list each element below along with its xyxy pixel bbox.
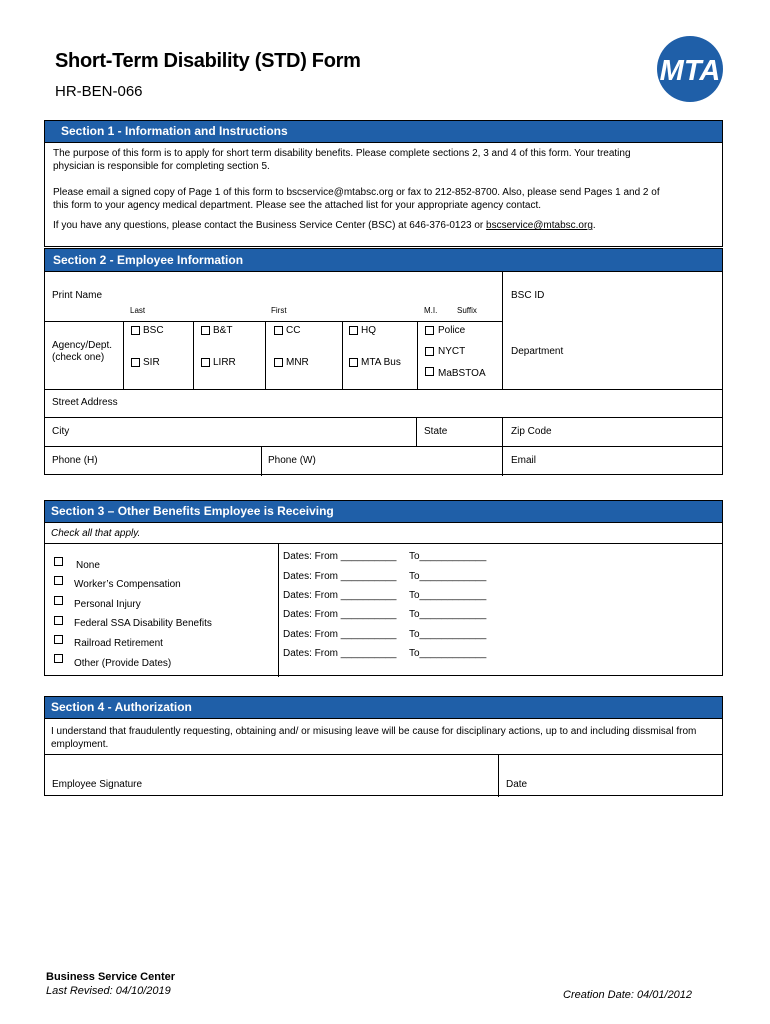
agency-cc-checkbox[interactable] bbox=[274, 326, 283, 335]
zip-code-label: Zip Code bbox=[511, 426, 552, 437]
agency-bsc-checkbox[interactable] bbox=[131, 326, 140, 335]
section-1-para-1: The purpose of this form is to apply for short term disability benefits. Please complete sections 2, 3 and 4 of this form. Your treating physician is responsible for completing section 5. bbox=[53, 148, 631, 172]
section-1-para-2: Please email a signed copy of Page 1 of this form to bscservice@mtabsc.org or fax to 212-852-8700. Also, please send Pages 1 and 2 of this form to your agency medical department. Please see the attached list for your appropriate agency contact. bbox=[53, 187, 660, 211]
agency-hq-checkbox[interactable] bbox=[349, 326, 358, 335]
agency-mnr-label: MNR bbox=[286, 357, 309, 368]
dates-to-1[interactable]: To____________ bbox=[409, 551, 487, 562]
email-label: Email bbox=[511, 455, 537, 466]
section-1-para-3: If you have any questions, please contact the Business Service Center (BSC) at 646-376-0123 or bscservice@mtabsc.org. bbox=[53, 220, 596, 231]
agency-mnr-checkbox[interactable] bbox=[274, 358, 283, 367]
check-one-label: (check one) bbox=[52, 352, 105, 363]
agency-label: Agency/Dept. bbox=[52, 340, 113, 351]
agency-bsc-label: BSC bbox=[143, 325, 164, 336]
dates-to-2[interactable]: To____________ bbox=[409, 571, 487, 582]
agency-sir-label: SIR bbox=[143, 357, 160, 368]
employee-signature-label: Employee Signature bbox=[52, 779, 143, 790]
agency-nyct-checkbox[interactable] bbox=[425, 347, 434, 356]
benefit-workers-comp-label: Worker’s Compensation bbox=[74, 579, 181, 590]
department-label: Department bbox=[511, 346, 564, 357]
benefit-ssa-label: Federal SSA Disability Benefits bbox=[74, 618, 212, 629]
dates-to-4[interactable]: To____________ bbox=[409, 609, 487, 620]
agency-mtabus-label: MTA Bus bbox=[361, 357, 401, 368]
last-name-label: Last bbox=[130, 306, 146, 315]
benefit-none-checkbox[interactable] bbox=[54, 557, 63, 566]
agency-cc-label: CC bbox=[286, 325, 301, 336]
benefit-none-label: None bbox=[76, 560, 100, 571]
signature-date-label: Date bbox=[506, 779, 528, 790]
agency-bt-label: B&T bbox=[213, 325, 233, 336]
suffix-label: Suffix bbox=[457, 306, 477, 315]
print-name-label: Print Name bbox=[52, 290, 103, 301]
agency-lirr-label: LIRR bbox=[213, 357, 236, 368]
section-4 bbox=[44, 696, 723, 796]
dates-to-6[interactable]: To____________ bbox=[409, 648, 487, 659]
dates-to-5[interactable]: To____________ bbox=[409, 629, 487, 640]
benefit-railroad-checkbox[interactable] bbox=[54, 635, 63, 644]
benefit-workers-comp-checkbox[interactable] bbox=[54, 576, 63, 585]
dates-from-4[interactable]: Dates: From __________ bbox=[283, 609, 397, 620]
phone-work-label: Phone (W) bbox=[268, 455, 316, 466]
section-3 bbox=[44, 500, 723, 676]
street-address-label: Street Address bbox=[52, 397, 118, 408]
section-1 bbox=[44, 120, 723, 247]
bsc-id-label: BSC ID bbox=[511, 290, 545, 301]
benefit-other-label: Other (Provide Dates) bbox=[74, 658, 172, 669]
section-2 bbox=[44, 248, 723, 475]
form-title: Short-Term Disability (STD) Form bbox=[55, 50, 361, 72]
first-name-label: First bbox=[271, 306, 287, 315]
agency-police-checkbox[interactable] bbox=[425, 326, 434, 335]
agency-mtabus-checkbox[interactable] bbox=[349, 358, 358, 367]
agency-police-label: Police bbox=[438, 325, 466, 336]
agency-sir-checkbox[interactable] bbox=[131, 358, 140, 367]
phone-home-label: Phone (H) bbox=[52, 455, 98, 466]
section-4-header: Section 4 - Authorization bbox=[45, 697, 722, 718]
footer-creation-date: Creation Date: 04/01/2012 bbox=[563, 989, 693, 1001]
benefit-other-checkbox[interactable] bbox=[54, 654, 63, 663]
authorization-statement: I understand that fraudulently requesting, obtaining and/ or misusing leave will be cause for disciplinary actions, up to and including dissmisal from employment. bbox=[51, 726, 697, 750]
section-2-header: Section 2 - Employee Information bbox=[45, 249, 722, 271]
agency-nyct-label: NYCT bbox=[438, 346, 466, 357]
benefit-ssa-checkbox[interactable] bbox=[54, 616, 63, 625]
section-3-header: Section 3 – Other Benefits Employee is Receiving bbox=[45, 501, 722, 522]
agency-lirr-checkbox[interactable] bbox=[201, 358, 210, 367]
dates-from-6[interactable]: Dates: From __________ bbox=[283, 648, 397, 659]
logo-text: MTA bbox=[659, 55, 721, 87]
form-code: HR-BEN-066 bbox=[55, 83, 143, 100]
benefit-personal-injury-label: Personal Injury bbox=[74, 599, 141, 610]
benefit-personal-injury-checkbox[interactable] bbox=[54, 596, 63, 605]
footer-last-revised: Last Revised: 04/10/2019 bbox=[46, 985, 171, 997]
agency-hq-label: HQ bbox=[361, 325, 376, 336]
dates-from-2[interactable]: Dates: From __________ bbox=[283, 571, 397, 582]
dates-from-1[interactable]: Dates: From __________ bbox=[283, 551, 397, 562]
mta-logo bbox=[657, 36, 723, 102]
section-1-header: Section 1 - Information and Instructions bbox=[45, 121, 722, 142]
check-all-instruction: Check all that apply. bbox=[51, 528, 141, 539]
bsc-email-link[interactable]: bscservice@mtabsc.org bbox=[486, 220, 593, 231]
benefit-railroad-label: Railroad Retirement bbox=[74, 638, 163, 649]
dates-from-5[interactable]: Dates: From __________ bbox=[283, 629, 397, 640]
dates-from-3[interactable]: Dates: From __________ bbox=[283, 590, 397, 601]
agency-mabstoa-label: MaBSTOA bbox=[438, 368, 486, 379]
middle-initial-label: M.I. bbox=[424, 306, 438, 315]
agency-mabstoa-checkbox[interactable] bbox=[425, 367, 434, 376]
state-label: State bbox=[424, 426, 448, 437]
city-label: City bbox=[52, 426, 70, 437]
footer-center: Business Service Center bbox=[46, 971, 176, 983]
agency-bt-checkbox[interactable] bbox=[201, 326, 210, 335]
dates-to-3[interactable]: To____________ bbox=[409, 590, 487, 601]
